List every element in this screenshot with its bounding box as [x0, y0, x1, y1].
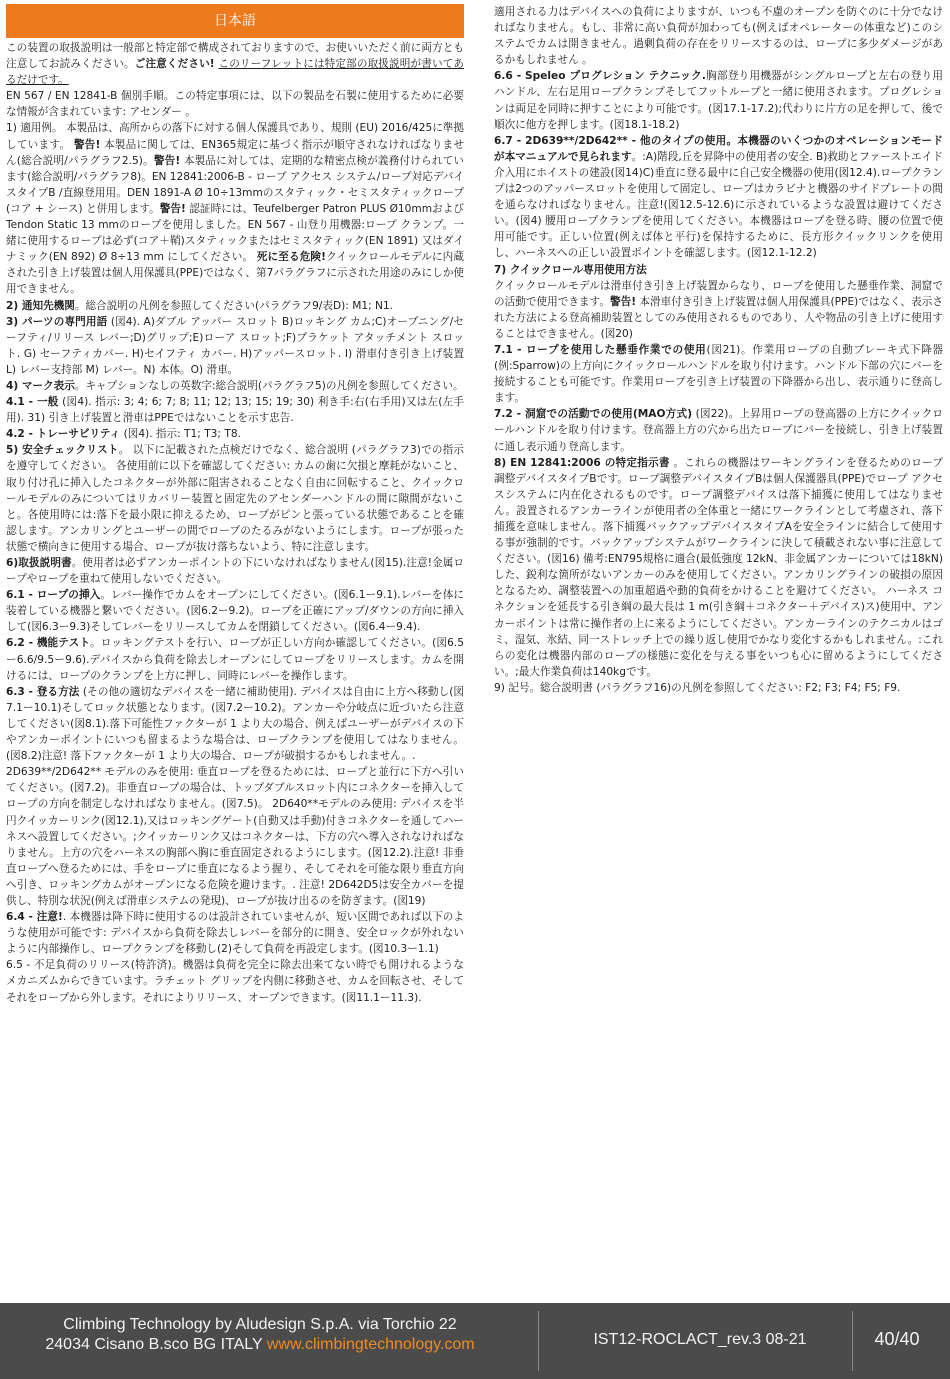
paragraph-heading: 7.1 - ロープを使用した懸垂作業での使用 — [494, 343, 707, 356]
paragraph — [6, 442, 464, 555]
paragraph-text: クイックロールモデルに内蔵された引き上げ装置は個人用保護具(PPE)ではなく、第7パラグラフに示された用途のみにしか使用できません。 — [6, 251, 464, 296]
paragraph-text: 。レバー操作でカムをオープンにしてください。(図6.1ー9.1).レバーを体に装着している機器と繋いでください。(図6.2ー9.2)。ロープを正確にアップ/ダウンの方向に挿入して(図6.3ー9.3)そしてレバーをリリースしてカムを閉鎖してください。(図6.4ー9.4). — [6, 589, 464, 634]
paragraph-text: クイックロールモデルは滑車付き引き上げ装置からなり、ロープを使用した懸垂作業、洞窟での活動で使用できます。 — [494, 279, 943, 308]
paragraph-heading: 警告! — [159, 202, 186, 215]
paragraph-heading: 6.6 - Speleo プログレション テクニック. — [494, 70, 706, 83]
paragraph-text: EN 567 / EN 12841-B 個別手順。この特定事項には、以下の製品を石製に使用するために必要な情報が含まれています: アセンダー 。 — [6, 90, 464, 119]
paragraph-text: (図21)。作業用ロープの自動ブレーキ式下降器(例:Sparrow)の上方向にクイックロールハンドルを取り付けます。ハンドル下部の穴にバーを接続することも可能です。作業用ロープを引き上げ装置の下降器から出し、表示通りに登高します。 — [494, 343, 943, 405]
paragraph — [6, 587, 464, 635]
company-address-line1: Climbing Technology by Aludesign S.p.A. via Torchio 22 — [63, 1316, 457, 1333]
paragraph-heading: 4.1 - 一般 — [6, 396, 59, 409]
paragraph-heading: 警告! — [609, 295, 637, 308]
paragraph-heading: 8) EN 12841:2006 の特定指示書 — [494, 456, 670, 469]
footer-divider — [852, 1311, 853, 1371]
paragraph-text: 本滑車付き引き上げ装置は個人用保護具(PPE)ではなく、表示された方法による登高補助装置としてのみ使用されるものであり、人や物品の引き上げに使用することはできません。(図20) — [494, 295, 943, 340]
paragraph-heading: 6)取扱説明書 — [6, 557, 72, 569]
paragraph-heading: 5) 安全チェックリスト — [6, 444, 119, 457]
paragraph — [6, 764, 464, 909]
page-number: 40/40 — [874, 1329, 920, 1349]
paragraph-text: 6.5 - 不足負荷のリリース(特許済)。機器は負荷を完全に除去出来てない時でも開けれるようなメカニズムからできています。ラチェット グリップを内側に移動させ、カムを回転させ、そしてそれをロープから外します。それによりリリース、オープンできます。(図11.1ー11.3). — [6, 959, 464, 1004]
website-link[interactable]: www.climbingtechnology.com — [266, 1336, 475, 1353]
paragraph-note: このリーフレットには特定部の取扱説明が書いてあるだけです。 — [6, 58, 464, 87]
paragraph-heading: 死に至る危険! — [256, 251, 326, 264]
right-paragraphs — [494, 4, 943, 696]
right-column — [494, 4, 943, 784]
footer-divider — [538, 1311, 539, 1371]
language-banner: 日本語 — [6, 4, 464, 38]
paragraph-text: 。使用者は必ずアンカーポイントの下にいなければなりません(図15).注意!金属ロープやロープを重ねて使用しないでください。 — [6, 557, 464, 586]
paragraph-heading: 7.2 - 洞窟での活動での使用(MAO方式) — [494, 408, 693, 421]
paragraph-text: (図4). A)ダブル アッパー スロット B)ロッキング カム;C)オープニング/セーフティ/リリース レバー;D)グリップ;E)ローア スロット;F)ブラケット アタッチメント スロット. G) セーフティカバー. H)セイフティ カバー. H)アッパースロット. I) 滑車付き引き上げ装置 L) レバー支持部 M) レバー。N) 本体。O) 滑車。 — [6, 315, 464, 376]
paragraph-text: 。キャプションなしの英数字:総合説明(パラグラフ5)の凡例を参照してください。 — [74, 379, 464, 392]
paragraph — [6, 635, 464, 683]
paragraph — [6, 120, 464, 297]
paragraph — [6, 378, 464, 394]
paragraph-text: (図4). 指示: T1; T3; T8. — [120, 428, 241, 441]
paragraph-text: 。:A)階段,丘を昇降中の使用者の安全. B)救助とファーストエイド介入用にホイストの建設(図14)C)垂直に登る最中に自己安全機器の使用(図12.4).ロープクランプは2つのアッパースロットを使用して固定し、ロープはカラビナと機器のサイドプレートの間を通らなければなりません。注意!(図12.5-12.6)に示されているような設置は避けてください。(図4) 腰用ロープクランプを使用してください。本機器はロープを登る時、腰の位置で使用可能です。正しい位置(例えば体と平行)を保持するために、長方形クイックリンクを使用し、ハーネスへの正しい設置ポイントを確認します。(図12.1-12.2) — [494, 150, 943, 260]
paragraph — [494, 680, 943, 696]
paragraph — [6, 88, 464, 120]
paragraph — [494, 342, 943, 406]
paragraph — [494, 455, 943, 680]
paragraph — [494, 4, 943, 68]
paragraph-heading: 警告! — [73, 138, 101, 151]
paragraph — [6, 684, 464, 764]
paragraph-heading: 6.3 - 登る方法 — [6, 685, 80, 698]
paragraph — [6, 298, 464, 314]
paragraph-text: 2D639**/2D642** モデルのみを使用: 垂直ロープを登るためには、ロープと並行に下方へ引いてください。(図7.2)。非垂直ロープの場合は、トップダブルスロット内にコネクターを挿入してロープの方向を制定しなければなりません。(図7.5)。 2D640**モデルのみ使用: デバイスを半円クイッカーリンク(図12.1),又はロッキングゲート(自動又は手動)付きコネクターを通してハーネスへ設置してください。;クイッカーリンク又はコネクターは、下方の穴へ導入されなければなりません。上方の穴をハーネスの胸部へ胸に垂直固定されるようにします。(図12.2).注意! 非垂直ロープへ登るためには、手をロープに垂直になるよう握り、そしてそれを可能な限り垂直方向へ引き、ロッキングカムがオープンになる危険を避けます。. 注意! 2D642D5は安全カバーを提供し、特別な状況(例えば滑車システムの発現)、ロープが抜け出るのを防ぎます。(図19) — [6, 766, 464, 907]
document-reference: IST12-ROCLACT_rev.3 08-21 — [593, 1331, 807, 1348]
paragraph-heading: 6.2 - 機能テスト — [6, 637, 91, 650]
paragraph-text: 本製品に関しては、EN365規定に基づく指示が順守されなければなりません(総合説明/パラグラフ2.5)。 — [6, 138, 464, 167]
paragraph — [494, 133, 943, 262]
company-info — [0, 1315, 520, 1355]
paragraph-heading: 4.2 - トレーサビリティ — [6, 428, 121, 441]
left-column — [6, 4, 464, 1279]
company-address-text: 24034 Cisano B.sco BG ITALY — [45, 1336, 267, 1353]
paragraph — [6, 394, 464, 426]
paragraph-heading: 2) 通知先機関 — [6, 299, 75, 312]
paragraph-text: (図4). 指示: 3; 4; 6; 7; 8; 11; 12; 13; 15; 19; 30) 利き手:右(右手用)又は左(左手用). 31) 引き上げ装置と滑車はPPEではないことを示す忠告. — [6, 396, 464, 425]
paragraph-text: 認証時には、Teufelberger Patron PLUS Ø10mmおよびTendon Static 13 mmのロープを使用しました。EN 567 - 山登り用機器:ロープ クランプ。一緒に使用するロープは必ず(コア＋鞘)スタティックまたはセミスタティック(EN 1891) 又はダイナミック(EN 892) Ø 8÷13 mm にしてください。 — [6, 202, 464, 264]
paragraph — [494, 68, 943, 132]
paragraph-text: 本製品に対しては、定期的な精密点検が義務付けられています(総合説明/パラグラフ8)。EN 12841:2006-B - ロープ アクセス システム/ロープ対応デバイスタイプB /直線登用用。DEN 1891-A Ø 10÷13mmのスタティック・セミスタティックロープ (コア + シース) と併用します。 — [6, 154, 464, 215]
paragraph-heading: 6.1 - ロープの挿入 — [6, 589, 101, 602]
paragraph-text: 胸部登り用機器がシングルロープと左右の登り用ハンドル、左右足用ロープクランプそしてフットループと一緒に使用されます。プログレションは両足を同時に押すことにより可能です。(図17.1-17.2);代わりに片方の足を押して、後で順次に他方を押します。(図18.1-18.2) — [494, 70, 943, 131]
paragraph-text: . 本機器は降下時に使用するのは設計されていませんが、短い区間であれば以下のような使用が可能です: デバイスから負荷を除去しレバーを部分的に開き、安全ロックが外れないように内部操作し、ロープクランプを移動し(2)そして負荷を再設定します。(図10.3ー1.1) — [6, 911, 464, 956]
paragraph-text: 適用される力はデバイスへの負荷によりますが、いつも不慮のオープンを防ぐのに十分でなければなりません。もし、非常に高い負荷が加わっても(例えばオペレーターの体重など)このシステムでカムは開きません。過剰負荷の存在をリリースするのは、ロープに多少ダメージがあるかもしれません 。 — [494, 6, 943, 67]
paragraph-heading: 警告! — [153, 154, 181, 167]
footer — [0, 1303, 950, 1379]
paragraph-heading: ご注意ください! — [134, 58, 219, 71]
paragraph — [6, 957, 464, 1005]
paragraph — [6, 909, 464, 957]
paragraph — [6, 314, 464, 378]
paragraph-text: 。これらの機器はワーキングラインを登るためのロープ調整デバイスタイプBです。ロープ調整デバイスタイプBは個人保護器具(PPE)でロープ アクセスシステムに内在化されるものです。ロープ調整デバイスは落下捕獲に使用してはなりません。設置されるアンカーラインが使用者の全体重と一緒にワークラインとして考慮され、落下捕獲を意味しません。落下捕獲バックアップデバイスタイプAを安全ラインに結合して使用する事が強制的です。バックアップシステムがワークラインに決して積載されない事に注意してください。(図16) 備考:EN795規格に適合(最低強度 12kN、非金属アンカーについては18kN)した、鋭利な箇所がないアンカーのみを使用してください。アンカリングラインの破損の原因となるため、調整装置への加重超過や動的負荷をかけることを避けてください。 ハーネス コネクションを延長する引き綱の最大長は 1 m(引き綱＋コネクター＋デバイス)ス)使用中、アンカーポイントは常に操作者の上に来るようにしてください。アンカーラインのテクニカルはゴミ、湿気、氷結、同一ストレッチ上での繰り返し使用でかなり変化するかもしれません。:これらの変化は機器内部のロープの様態に変化を与える事をいつも心に留めるようにしてください。;最大作業負荷は140kgです。 — [494, 456, 943, 678]
paragraph-heading: 6.7 - 2D639**/2D642** - 他のタイプの使用。本機器のいくつかのオペレーションモードが本マニュアルで見られます — [494, 134, 943, 163]
paragraph — [494, 406, 943, 454]
left-paragraphs — [6, 40, 464, 1006]
paragraph-text: 。ロッキングテストを行い、ロープが正しい方向か確認してください。(図6.5ー6.6/9.5ー9.6).デバイスから負荷を除去しオープンにしてロープをリリースします。カムを開けるには、ロープのクランプを上方に押し、同時にレバーを操作します。 — [6, 637, 464, 682]
paragraph — [6, 40, 464, 88]
paragraph-text: 9) 記号。総合説明書 (パラグラフ16)の凡例を参照してください: F2; F3; F4; F5; F9. — [494, 681, 901, 694]
paragraph — [494, 278, 943, 342]
paragraph — [6, 555, 464, 587]
company-address-line2 — [0, 1335, 520, 1355]
paragraph — [494, 262, 943, 278]
paragraph-heading: 6.4 - 注意! — [6, 911, 63, 924]
paragraph-text: この装置の取扱説明は一般部と特定部で構成されておりますので、お使いいただく前に両方とも注意してお読みください。 — [6, 42, 464, 71]
paragraph — [6, 426, 464, 442]
paragraph-text: (図22)。上昇用ロープの登高器の上方にクイックロールハンドルを取り付けます。登高器上方の穴から出たロープにバーを接続し、引き上げ装置に通し表示通り登高します。 — [494, 408, 943, 453]
paragraph-heading: 3) パーツの専門用語 — [6, 315, 108, 328]
paragraph-text: 。総合説明の凡例を参照してください(パラグラフ9/表D): M1; N1. — [74, 299, 394, 312]
paragraph-text: 1) 適用例。 本製品は、高所からの落下に対する個人保護具であり、規則 (EU) 2016/425に準拠しています。 — [6, 122, 464, 151]
paragraph-text: 。 以下に記載された点検だけでなく、総合説明 (パラグラフ3)での指示を遵守してください。 各使用前に以下を確認してください: カムの歯に欠損と摩耗がないこと、取り付け孔に挿入したコネクターが外部に阻害されることなく自由に回転すること、クイックロールモデルのみについてはリカバリー装置と固定先のアセンダーハンドルの間に隙間がないこと。各使用時には:落下を最小限に抑えるため、ロープがピンと張っている状態であることを確認します。アンカリングとユーザーの間でロープのたるみがないようにします。ロープが張った状態で横向きに使用する場合、ロープが抜け落ちないよう、特に注意します。 — [6, 444, 464, 553]
paragraph-heading: 4) マーク表示 — [6, 379, 75, 392]
paragraph-heading: 7) クイックロール専用使用方法 — [494, 263, 647, 276]
paragraph-text: (その他の適切なデバイスを一緒に補助使用). デバイスは自由に上方へ移動し(図7.1ー10.1)そしてロック状態となります。(図7.2ー10.2)。アンカーや分岐点に近づいたら注意してください(図8.1).落下可能性ファクターが 1 より大の場合、例えばユーザーがデバイスの下やアンカーポイントにいつも留まるような場合は、ロープクランプを使用してはなりません。(図8.2)注意! 落下ファクターが 1 より大の場合、ロープが破損するかもしれません。. — [6, 685, 464, 763]
